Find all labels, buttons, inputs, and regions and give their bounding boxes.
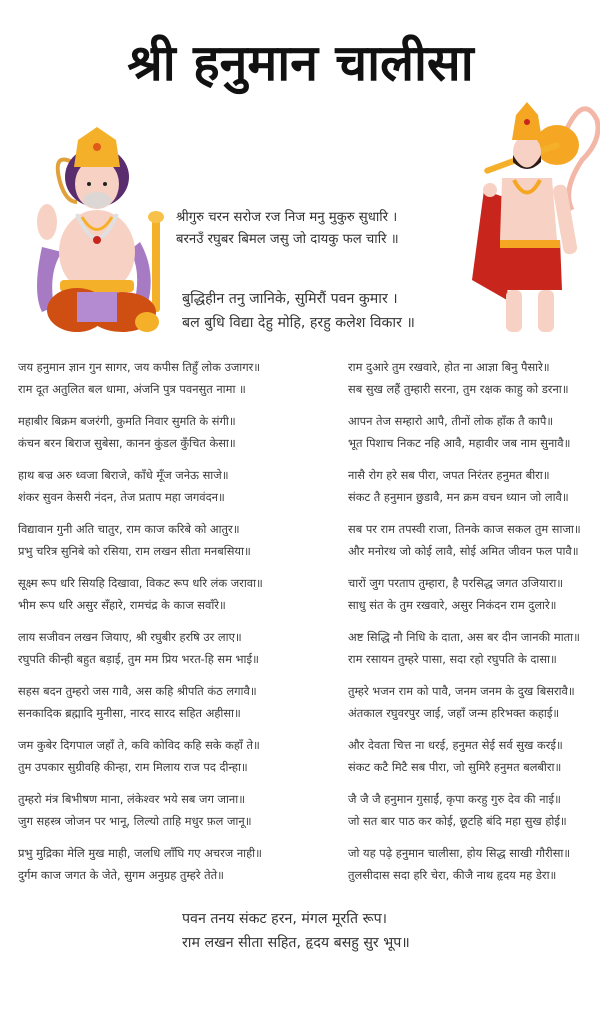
chaupai-line: जुग सहस्त्र जोजन पर भानू, लिल्यो ताहि मधुर फ़ल जानू॥ xyxy=(18,813,252,828)
chaupai-line: तुलसीदास सदा हरि चेरा, कीजै नाथ हृदय मह डेरा॥ xyxy=(348,867,557,882)
chaupai-line: संकट कटै मिटै सब पीरा, जो सुमिरै हनुमत बलबीरा॥ xyxy=(348,759,562,774)
chaupai-stanza xyxy=(18,411,310,454)
chaupai-line: सूक्ष्म रूप धरि सियहि दिखावा, विकट रूप धरि लंक जरावा॥ xyxy=(18,576,263,590)
left-chaupai-column xyxy=(18,357,310,897)
standing-hanuman-illustration xyxy=(462,100,600,340)
chaupai-stanza xyxy=(348,357,601,400)
chaupai-line: साधु संत के तुम रखवारे, असुर निकंदन राम दुलारे॥ xyxy=(348,597,557,612)
chaupai-line: राम दूत अतुलित बल धामा, अंजनि पुत्र पवनसुत नामा ॥ xyxy=(18,381,246,396)
chaupai-line: प्रभु मुद्रिका मेलि मुख माही, जलधि लाँघि गए अचरज नाही॥ xyxy=(18,846,262,860)
chaupai-line: सब पर राम तपस्वी राजा, तिनके काज सकल तुम साजा॥ xyxy=(348,522,581,536)
closing-doha xyxy=(182,907,410,955)
chaupai-line: चारों जुग परताप तुम्हारा, है परसिद्ध जगत उजियारा॥ xyxy=(348,576,564,590)
chaupai-stanza xyxy=(18,627,310,670)
chaupai-line: अंतकाल रघुवरपुर जाई, जहाँ जन्म हरिभक्त कहाई॥ xyxy=(348,705,560,720)
chaupai-stanza xyxy=(18,681,310,724)
chaupai-line: और मनोरथ जो कोई लावै, सोई अमित जीवन फल पावै॥ xyxy=(348,543,579,558)
second-doha xyxy=(182,287,415,335)
closing-doha-line-1: पवन तनय संकट हरन, मंगल मूरति रूप। xyxy=(182,911,388,927)
seated-hanuman-illustration xyxy=(22,122,172,337)
chaupai-line: कंचन बरन बिराज सुबेसा, कानन कुंडल कुँचित केसा॥ xyxy=(18,435,236,450)
chaupai-line: तुम्हरे भजन राम को पावै, जनम जनम के दुख बिसरावै॥ xyxy=(348,684,575,698)
chaupai-line: दुर्गम काज जगत के जेते, सुगम अनुग्रह तुम्हरे तेते॥ xyxy=(18,867,224,882)
opening-doha xyxy=(176,207,399,251)
chaupai-stanza xyxy=(348,411,601,454)
chaupai-stanza xyxy=(18,735,310,778)
chaupai-line: जय हनुमान ज्ञान गुन सागर, जय कपीस तिहुँ लोक उजागर॥ xyxy=(18,360,261,374)
chaupai-line: आपन तेज सम्हारो आपै, तीनों लोक हाँक तै कापै॥ xyxy=(348,414,554,428)
opening-doha-line-2: बरनउँ रघुबर बिमल जसु जो दायकु फल चारि ॥ xyxy=(176,232,399,247)
closing-doha-line-2: राम लखन सीता सहित, हृदय बसहु सुर भूप॥ xyxy=(182,935,410,951)
chaupai-line: जो सत बार पाठ कर कोई, छूटहि बंदि महा सुख होई॥ xyxy=(348,813,567,828)
chaupai-line: जम कुबेर दिगपाल जहाँ ते, कवि कोविद कहि सके कहाँ ते॥ xyxy=(18,738,260,752)
chaupai-stanza xyxy=(348,519,601,562)
chaupai-stanza xyxy=(18,465,310,508)
chaupai-line: विद्यावान गुनी अति चातुर, राम काज करिबे को आतुर॥ xyxy=(18,522,240,536)
chaupai-line: भीम रूप धरि असुर सँहारे, रामचंद्र के काज सवाँरे॥ xyxy=(18,597,226,612)
chaupai-stanza xyxy=(18,843,310,886)
chaupai-line: सब सुख लहैं तुम्हारी सरना, तुम रक्षक काहु को डरना॥ xyxy=(348,381,569,396)
second-doha-line-1: बुद्धिहीन तनु जानिके, सुमिरौं पवन कुमार । xyxy=(182,291,398,307)
chaupai-stanza xyxy=(18,789,310,832)
chaupai-line: शंकर सुवन केसरी नंदन, तेज प्रताप महा जगवंदन॥ xyxy=(18,489,225,504)
chaupai-line: तुम्हरो मंत्र बिभीषण माना, लंकेश्वर भये सब जग जाना॥ xyxy=(18,792,246,806)
chaupai-line: राम रसायन तुम्हरे पासा, सदा रहो रघुपति के दासा॥ xyxy=(348,651,557,666)
chaupai-stanza xyxy=(348,735,601,778)
right-chaupai-column xyxy=(348,357,601,897)
chaupai-line: संकट तै हनुमान छुडावै, मन क्रम वचन ध्यान जो लावै॥ xyxy=(348,489,569,504)
chaupai-line: सहस बदन तुम्हरो जस गावै, अस कहि श्रीपति कंठ लगावै॥ xyxy=(18,684,257,698)
chaupai-line: राम दुआरे तुम रखवारे, होत ना आज्ञा बिनु पैसारे॥ xyxy=(348,360,550,374)
chaupai-line: अष्ट सिद्धि नौ निधि के दाता, अस बर दीन जानकी माता॥ xyxy=(348,630,580,644)
chaupai-line: हाथ बज्र अरु ध्वजा बिराजे, काँधे मूँज जनेऊ साजे॥ xyxy=(18,468,229,482)
chaupai-line: लाय सजीवन लखन जियाए, श्री रघुबीर हरषि उर लाए॥ xyxy=(18,630,242,644)
chaupai-stanza xyxy=(348,465,601,508)
page-title: श्री हनुमान चालीसा xyxy=(127,34,474,92)
chaupai-stanza xyxy=(18,519,310,562)
chaupai-stanza xyxy=(348,789,601,832)
chaupai-stanza xyxy=(18,357,310,400)
chaupai-line: भूत पिशाच निकट नहि आवै, महावीर जब नाम सुनावै॥ xyxy=(348,435,571,450)
chaupai-line: जो यह पढ़े हनुमान चालीसा, होय सिद्ध साखी गौरीसा॥ xyxy=(348,846,571,860)
chaupai-line: प्रभु चरित्र सुनिबे को रसिया, राम लखन सीता मनबसिया॥ xyxy=(18,543,251,558)
chaupai-line: महाबीर बिक्रम बजरंगी, कुमति निवार सुमति के संगी॥ xyxy=(18,414,236,428)
chaupai-stanza xyxy=(348,843,601,886)
chaupai-stanza xyxy=(348,681,601,724)
chaupai-line: सनकादिक ब्रह्मादि मुनीसा, नारद सारद सहित अहीसा॥ xyxy=(18,705,241,720)
chaupai-stanza xyxy=(18,573,310,616)
opening-doha-line-1: श्रीगुरु चरन सरोज रज निज मनु मुकुरु सुधारि । xyxy=(176,210,398,225)
second-doha-line-2: बल बुधि विद्या देहु मोहि, हरहु कलेश विकार ॥ xyxy=(182,315,415,331)
chaupai-stanza xyxy=(348,573,601,616)
chaupai-stanza xyxy=(348,627,601,670)
chaupai-line: नासै रोग हरे सब पीरा, जपत निरंतर हनुमत बीरा॥ xyxy=(348,468,550,482)
chaupai-line: जै जै जै हनुमान गुसाईं, कृपा करहु गुरु देव की नाई॥ xyxy=(348,792,561,806)
chaupai-line: रघुपति कीन्ही बहुत बड़ाई, तुम मम प्रिय भरत-हि सम भाई॥ xyxy=(18,651,259,666)
chaupai-line: और देवता चित्त ना धरई, हनुमत सेई सर्व सुख करई॥ xyxy=(348,738,563,752)
chaupai-line: तुम उपकार सुग्रीवहि कीन्हा, राम मिलाय राज पद दीन्हा॥ xyxy=(18,759,248,774)
